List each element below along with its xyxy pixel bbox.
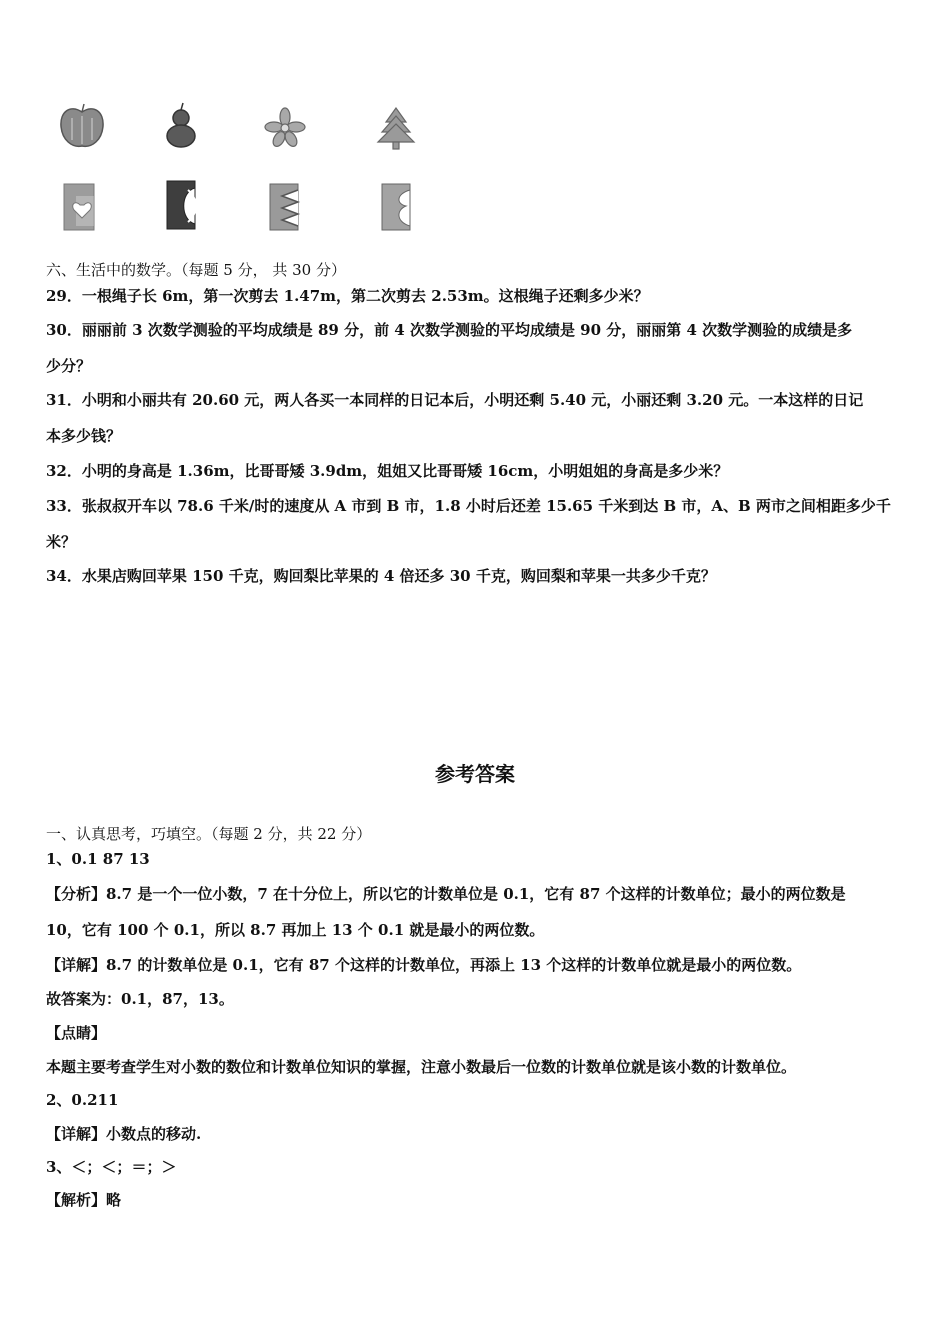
gourd-shape	[167, 103, 195, 147]
question-32: 32．小明的身高是 1.36m，比哥哥矮 3.9dm，姐姐又比哥哥矮 16cm，小明姐姐的身高是多少米？	[46, 462, 729, 480]
answer-1-analysis-line-1: 【分析】8.7 是一个一位小数，7 在十分位上，所以它的计数单位是 0.1，它有 87 个这样的计数单位；最小的两位数是	[46, 885, 846, 903]
answer-2-detail: 【详解】小数点的移动.	[46, 1125, 202, 1143]
cutout-e-wave	[382, 184, 410, 230]
answer-1-final: 故答案为：0.1，87，13。	[46, 990, 234, 1008]
answer-1-tip-label: 【点睛】	[46, 1024, 107, 1042]
question-30-line-2: 少分？	[46, 357, 92, 375]
cutout-moon	[167, 181, 196, 229]
shapes-illustration	[0, 0, 950, 260]
question-33-line-1: 33．张叔叔开车以 78.6 千米/时的速度从 A 市到 B 市，1.8 小时后还差 15.65 千米到达 B 市，A、B 两市之间相距多少千	[46, 497, 891, 515]
question-31-line-1: 31．小明和小丽共有 20.60 元，两人各买一本同样的日记本后，小明还剩 5.40 元，小丽还剩 3.20 元。一本这样的日记	[46, 391, 864, 409]
answer-1: 1、0.1 87 13	[46, 850, 150, 868]
question-33-line-2: 米？	[46, 533, 77, 551]
answers-title: 参考答案	[435, 762, 515, 786]
answer-3-analysis: 【解析】略	[46, 1191, 122, 1209]
answer-3: 3、＜；＜；＝；＞	[46, 1158, 177, 1176]
answers-section-1-heading: 一、认真思考，巧填空。（每题 2 分，共 22 分）	[46, 825, 372, 843]
question-34: 34．水果店购回苹果 150 千克，购回梨比苹果的 4 倍还多 30 千克，购回梨和苹果一共多少千克？	[46, 567, 716, 585]
answer-1-analysis-line-2: 10，它有 100 个 0.1，所以 8.7 再加上 13 个 0.1 就是最小的两位数。	[46, 921, 545, 939]
apple-shape	[61, 104, 103, 146]
section-6-heading: 六、生活中的数学。（每题 5 分， 共 30 分）	[46, 261, 346, 279]
answer-1-detail: 【详解】8.7 的计数单位是 0.1，它有 87 个这样的计数单位，再添上 13 个这样的计数单位就是最小的两位数。	[46, 956, 802, 974]
flower-shape	[265, 108, 305, 148]
cutout-e-heart	[64, 184, 94, 230]
answer-1-tip: 本题主要考查学生对小数的数位和计数单位知识的掌握，注意小数最后一位数的计数单位就是该小数的计数单位。	[46, 1058, 797, 1076]
question-30-line-1: 30．丽丽前 3 次数学测验的平均成绩是 89 分，前 4 次数学测验的平均成绩是 90 分，丽丽第 4 次数学测验的成绩是多	[46, 321, 853, 339]
question-29: 29．一根绳子长 6m，第一次剪去 1.47m，第二次剪去 2.53m。这根绳子还剩多少米？	[46, 287, 649, 305]
cutout-e-zigzag	[270, 184, 298, 230]
tree-shape	[378, 108, 414, 149]
shapes-figure	[0, 0, 950, 260]
answer-2: 2、0.211	[46, 1091, 119, 1109]
question-31-line-2: 本多少钱？	[46, 427, 122, 445]
